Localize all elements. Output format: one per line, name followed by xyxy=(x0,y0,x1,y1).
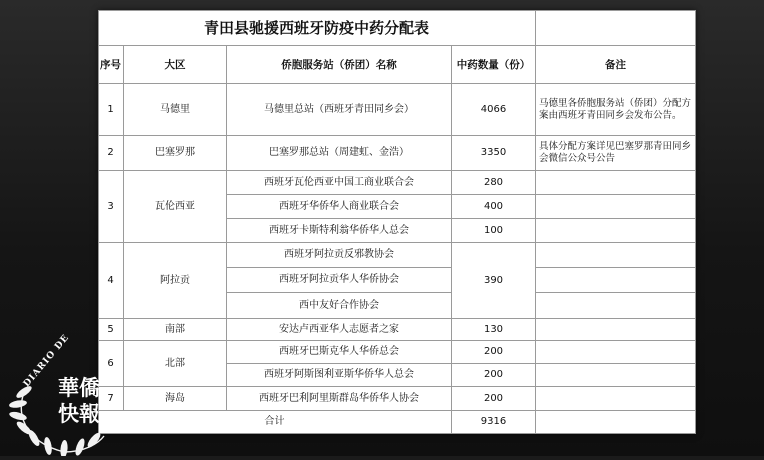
row3-qty-3: 100 xyxy=(452,219,536,243)
row6-no: 6 xyxy=(98,341,124,387)
row5-qty: 130 xyxy=(452,319,536,341)
header-no: 序号 xyxy=(98,46,124,84)
row7-region: 海岛 xyxy=(124,387,227,411)
total-label: 合计 xyxy=(98,411,452,434)
row5-no: 5 xyxy=(98,319,124,341)
row7-no: 7 xyxy=(98,387,124,411)
row4-qty: 390 xyxy=(452,243,536,319)
row2-region: 巴塞罗那 xyxy=(124,136,227,171)
row7-remark xyxy=(536,387,696,411)
logo-arc-text: DIARIO DE xyxy=(21,332,72,390)
row3-qty-1: 280 xyxy=(452,171,536,195)
row3-remark-2 xyxy=(536,195,696,219)
header-station: 侨胞服务站（侨团）名称 xyxy=(227,46,452,84)
row5-station: 安达卢西亚华人志愿者之家 xyxy=(227,319,452,341)
row6-region: 北部 xyxy=(124,341,227,387)
logo-line2: 快報 xyxy=(58,401,100,426)
row1-region: 马德里 xyxy=(124,84,227,136)
header-remark: 备注 xyxy=(536,46,696,84)
header-qty: 中药数量（份） xyxy=(452,46,536,84)
row3-station-2: 西班牙华侨华人商业联合会 xyxy=(227,195,452,219)
row4-no: 4 xyxy=(98,243,124,319)
row1-remark: 马德里各侨胞服务站（侨团）分配方案由西班牙青田同乡会发布公告。 xyxy=(536,84,696,136)
row6-station-1: 西班牙巴斯克华人华侨总会 xyxy=(227,341,452,364)
total-value: 9316 xyxy=(452,411,536,434)
table-title: 青田县驰援西班牙防疫中药分配表 xyxy=(98,10,536,46)
row2-station: 巴塞罗那总站（周建虹、金浩） xyxy=(227,136,452,171)
row2-qty: 3350 xyxy=(452,136,536,171)
row4-remark-3 xyxy=(536,293,696,319)
row5-remark xyxy=(536,319,696,341)
row1-station: 马德里总站（西班牙青田同乡会） xyxy=(227,84,452,136)
distribution-table xyxy=(98,10,696,434)
row3-station-3: 西班牙卡斯特利翁华侨华人总会 xyxy=(227,219,452,243)
row6-remark-2 xyxy=(536,364,696,387)
row3-remark-3 xyxy=(536,219,696,243)
logo-line1: 華僑 xyxy=(58,375,100,400)
row6-remark-1 xyxy=(536,341,696,364)
row4-station-1: 西班牙阿拉贡反邪教协会 xyxy=(227,243,452,268)
row6-station-2: 西班牙阿斯图利亚斯华侨华人总会 xyxy=(227,364,452,387)
row4-remark-2 xyxy=(536,268,696,293)
row1-qty: 4066 xyxy=(452,84,536,136)
row3-station-1: 西班牙瓦伦西亚中国工商业联合会 xyxy=(227,171,452,195)
row2-no: 2 xyxy=(98,136,124,171)
total-remark xyxy=(536,411,696,434)
row4-region: 阿拉贡 xyxy=(124,243,227,319)
row3-region: 瓦伦西亚 xyxy=(124,171,227,243)
row6-qty-1: 200 xyxy=(452,341,536,364)
row4-station-3: 西中友好合作协会 xyxy=(227,293,452,319)
row4-station-2: 西班牙阿拉贡华人华侨协会 xyxy=(227,268,452,293)
title-empty-cell xyxy=(536,10,696,46)
row5-region: 南部 xyxy=(124,319,227,341)
row2-remark: 具体分配方案详见巴塞罗那青田同乡会微信公众号公告 xyxy=(536,136,696,171)
header-region: 大区 xyxy=(124,46,227,84)
row3-remark-1 xyxy=(536,171,696,195)
row3-no: 3 xyxy=(98,171,124,243)
row1-no: 1 xyxy=(98,84,124,136)
row7-qty: 200 xyxy=(452,387,536,411)
row6-qty-2: 200 xyxy=(452,364,536,387)
row7-station: 西班牙巴利阿里斯群岛华侨华人协会 xyxy=(227,387,452,411)
newspaper-logo xyxy=(4,332,112,456)
row4-remark-1 xyxy=(536,243,696,268)
row3-qty-2: 400 xyxy=(452,195,536,219)
